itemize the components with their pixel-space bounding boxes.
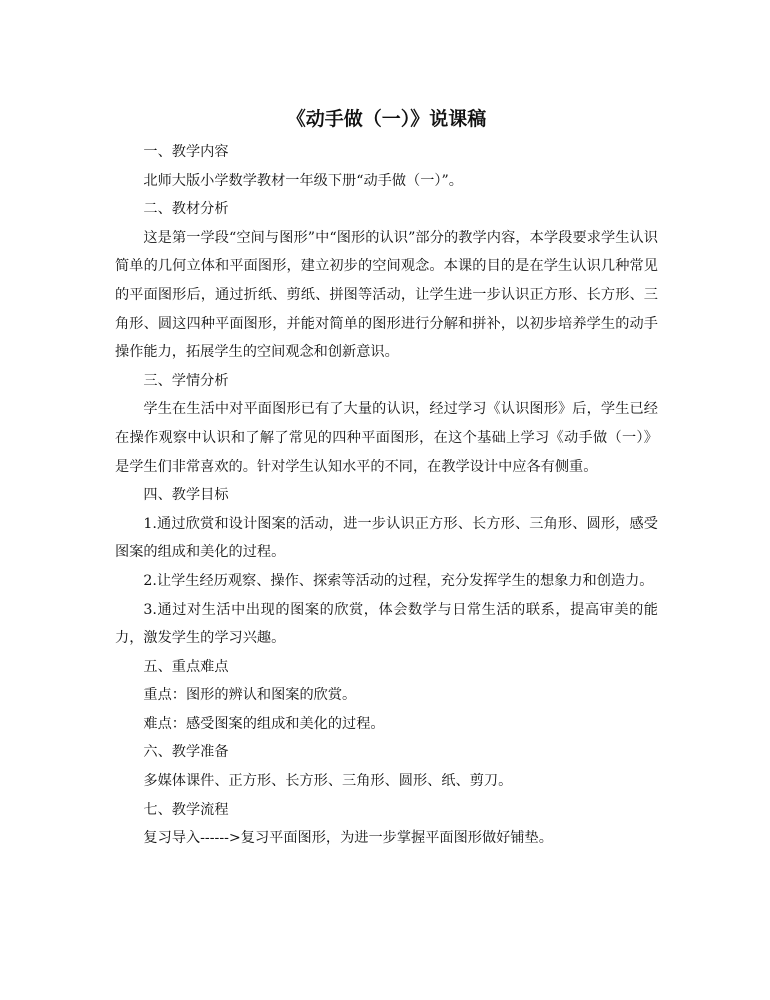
- section-heading-material-analysis: 二、教材分析: [143, 201, 229, 218]
- document-title: 《动手做（一）》说课稿: [286, 108, 487, 130]
- section-paragraph: 多媒体课件、正方形、长方形、三角形、圆形、纸、剪刀。: [143, 773, 513, 790]
- section-heading-teaching-goals: 四、教学目标: [143, 487, 229, 504]
- section-paragraph: 复习导入------>复习平面图形，为进一步掌握平面图形做好铺垫。: [143, 830, 553, 847]
- section-paragraph: 3.通过对生活中出现的图案的欣赏，体会数学与日常生活的联系，提高审美的能力，激发学生的学习兴趣。: [115, 601, 658, 647]
- section-paragraph: 这是第一学段“空间与图形”中“图形的认识”部分的教学内容，本学段要求学生认识简单的几何立体和平面图形，建立初步的空间观念。本课的目的是在学生认识几种常见的平面图形后，通过折纸、剪纸、拼图等活动，让学生进一步认识正方形、长方形、三角形、圆这四种平面图形，并能对简单的图形进行分解和拼补，以初步培养学生的动手操作能力，拓展学生的空间观念和创新意识。: [115, 229, 658, 361]
- section-heading-student-analysis: 三、学情分析: [143, 372, 229, 389]
- section-heading-teaching-process: 七、教学流程: [143, 801, 229, 818]
- section-paragraph: 2.让学生经历观察、操作、探索等活动的过程，充分发挥学生的想象力和创造力。: [143, 572, 654, 589]
- section-paragraph: 重点：图形的辨认和图案的欣赏。: [143, 687, 357, 704]
- section-paragraph: 学生在生活中对平面图形已有了大量的认识，经过学习《认识图形》后，学生已经在操作观察中认识和了解了常见的四种平面图形，在这个基础上学习《动手做（一）》是学生们非常喜欢的。针对学生认知水平的不同，在教学设计中应各有侧重。: [115, 401, 658, 475]
- section-heading-preparation: 六、教学准备: [143, 744, 229, 761]
- section-paragraph: 难点：感受图案的组成和美化的过程。: [143, 715, 385, 732]
- section-paragraph: 北师大版小学数学教材一年级下册“动手做（一）”。: [143, 172, 463, 189]
- section-heading-content: 一、教学内容: [143, 144, 229, 160]
- section-paragraph: 1.通过欣赏和设计图案的活动，进一步认识正方形、长方形、三角形、圆形，感受图案的组成和美化的过程。: [115, 515, 658, 561]
- section-heading-key-points: 五、重点难点: [143, 658, 229, 675]
